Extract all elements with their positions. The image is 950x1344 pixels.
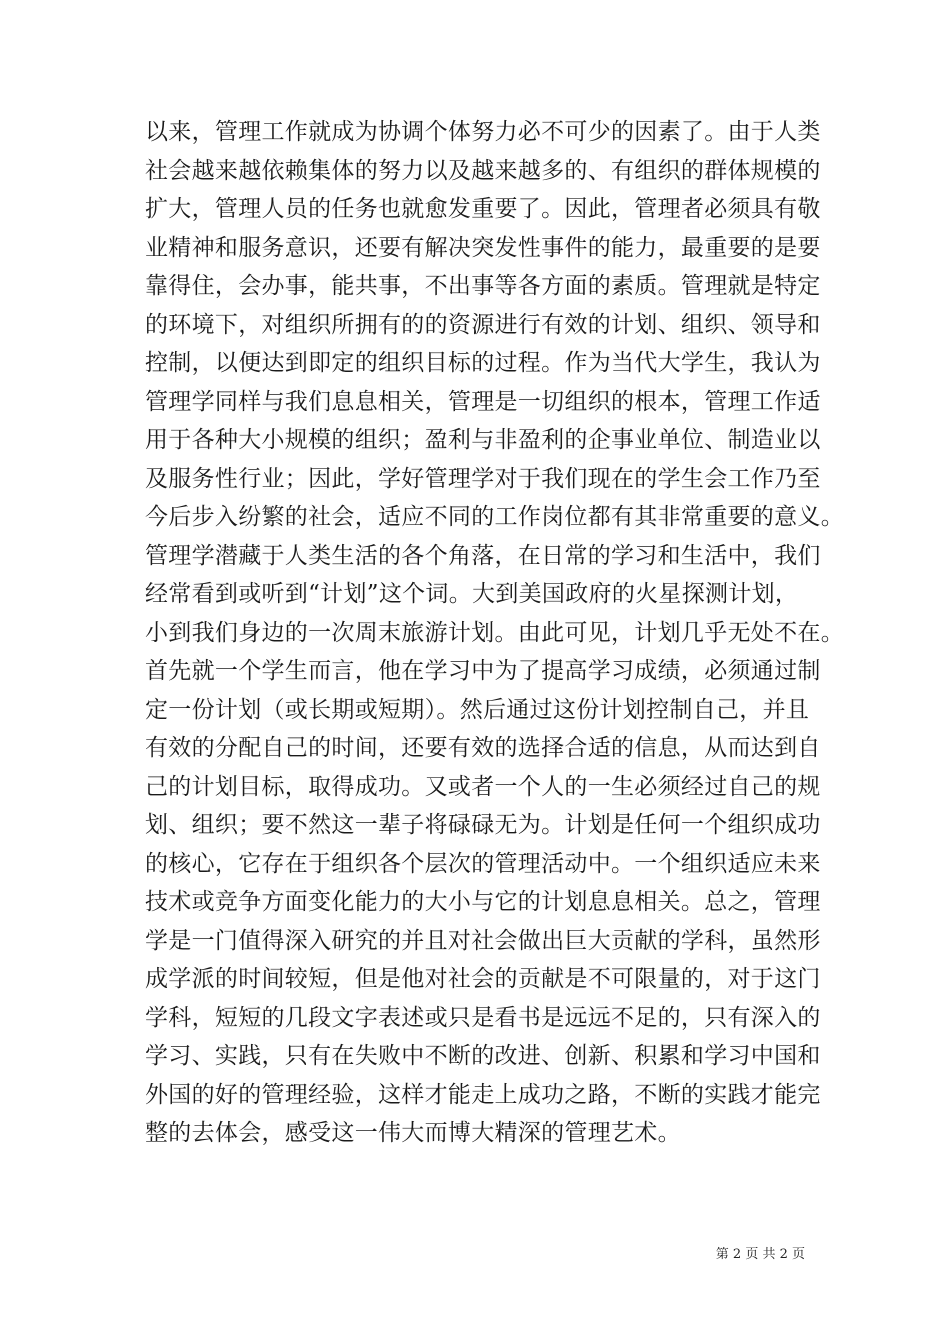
text-line: 小到我们身边的一次周末旅游计划。由此可见，计划几乎无处不在。 <box>145 619 844 646</box>
text-line: 及服务性行业；因此，学好管理学对于我们现在的学生会工作乃至 <box>145 465 821 492</box>
text-line: 管理学潜藏于人类生活的各个角落，在日常的学习和生活中，我们 <box>145 542 821 569</box>
text-line: 业精神和服务意识，还要有解决突发性事件的能力，最重要的是要 <box>145 234 821 261</box>
text-line: 有效的分配自己的时间，还要有效的选择合适的信息，从而达到自 <box>145 735 821 761</box>
text-line: 划、组织；要不然这一辈子将碌碌无为。计划是任何一个组织成功 <box>145 812 821 838</box>
text-line: 管理学同样与我们息息相关，管理是一切组织的根本，管理工作适 <box>145 388 821 415</box>
text-line: 整的去体会，感受这一伟大而博大精深的管理艺术。 <box>145 1120 681 1146</box>
text-line: 靠得住，会办事，能共事，不出事等各方面的素质。管理就是特定 <box>145 273 821 299</box>
text-line: 以来，管理工作就成为协调个体努力必不可少的因素了。由于人类 <box>145 119 821 145</box>
text-line: 今后步入纷繁的社会，适应不同的工作岗位都有其非常重要的意义。 <box>145 504 844 530</box>
text-line: 经常看到或听到“计划”这个词。大到美国政府的火星探测计划， <box>145 581 799 607</box>
text-line: 技术或竞争方面变化能力的大小与它的计划息息相关。总之，管理 <box>145 889 821 915</box>
page-number-footer: 第 2 页 共 2 页 <box>715 1247 805 1262</box>
text-line: 学习、实践，只有在失败中不断的改进、创新、积累和学习中国和 <box>145 1043 821 1069</box>
text-line: 定一份计划（或长期或短期）。然后通过这份计划控制自己，并且 <box>145 696 810 723</box>
text-line: 用于各种大小规模的组织；盈利与非盈利的企事业单位、制造业以 <box>145 427 821 453</box>
text-line: 学是一门值得深入研究的并且对社会做出巨大贡献的学科，虽然形 <box>145 927 821 954</box>
text-line: 外国的好的管理经验，这样才能走上成功之路，不断的实践才能完 <box>145 1081 821 1108</box>
body-text <box>145 113 844 1153</box>
text-line: 成学派的时间较短，但是他对社会的贡献是不可限量的，对于这门 <box>145 966 821 992</box>
text-line: 己的计划目标，取得成功。又或者一个人的一生必须经过自己的规 <box>145 773 821 800</box>
text-line: 控制，以便达到即定的组织目标的过程。作为当代大学生，我认为 <box>145 350 821 376</box>
text-line: 的环境下，对组织所拥有的的资源进行有效的计划、组织、领导和 <box>145 311 821 338</box>
text-line: 社会越来越依赖集体的努力以及越来越多的、有组织的群体规模的 <box>145 157 821 184</box>
text-line: 的核心，它存在于组织各个层次的管理活动中。一个组织适应未来 <box>145 850 821 877</box>
text-line: 首先就一个学生而言，他在学习中为了提高学习成绩，必须通过制 <box>145 658 821 684</box>
text-line: 扩大，管理人员的任务也就愈发重要了。因此，管理者必须具有敬 <box>145 196 821 222</box>
text-line: 学科，短短的几段文字表述或只是看书是远远不足的，只有深入的 <box>145 1004 821 1031</box>
